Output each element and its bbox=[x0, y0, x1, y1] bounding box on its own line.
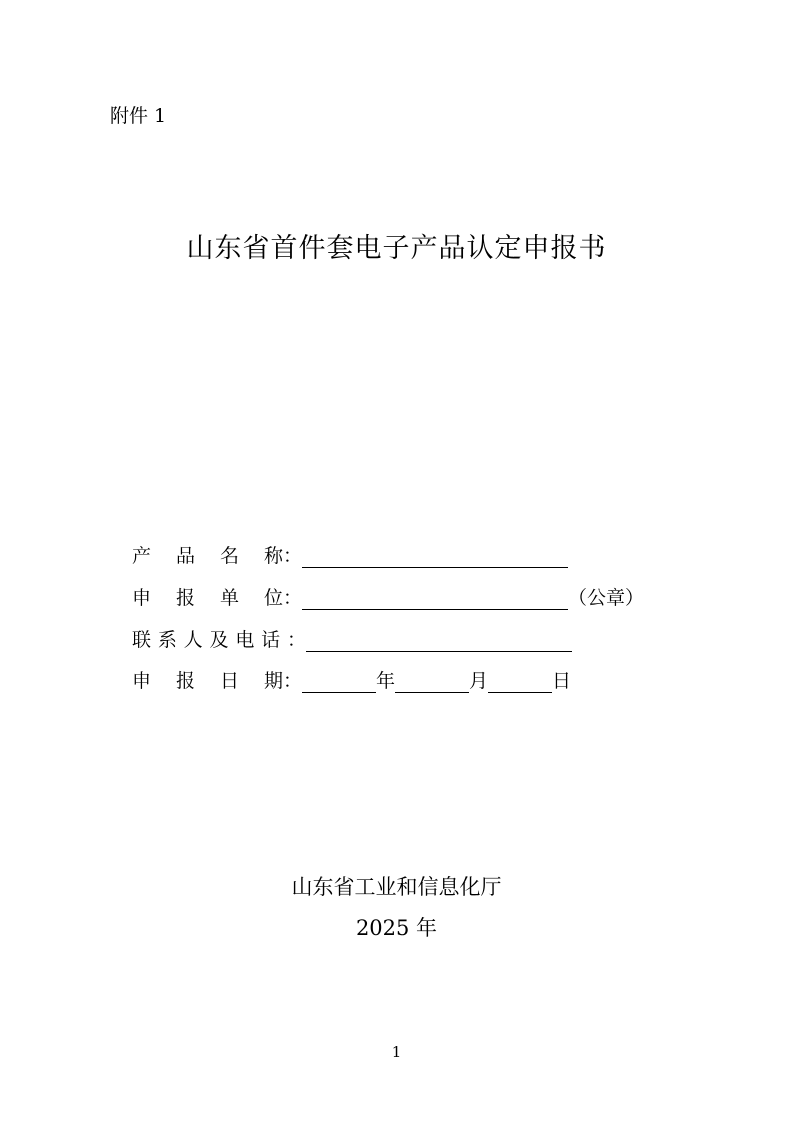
date-month-unit: 月 bbox=[469, 670, 489, 692]
page-title: 山东省首件套电子产品认定申报书 bbox=[186, 233, 607, 264]
page-number: 1 bbox=[391, 1043, 402, 1061]
contact-field[interactable] bbox=[306, 629, 572, 652]
form-row-applicant bbox=[132, 584, 644, 610]
applicant-field[interactable] bbox=[302, 587, 568, 610]
form-row-contact bbox=[132, 626, 572, 652]
date-year-field[interactable] bbox=[302, 670, 376, 693]
applicant-label: 申 报 单 位： bbox=[132, 587, 302, 609]
issuing-authority: 山东省工业和信息化厅 bbox=[291, 875, 502, 899]
attachment-label: 附件 1 bbox=[110, 105, 167, 127]
date-day-unit: 日 bbox=[552, 670, 572, 692]
date-month-field[interactable] bbox=[395, 670, 469, 693]
product-name-field[interactable] bbox=[302, 545, 568, 568]
product-name-label: 产 品 名 称： bbox=[132, 545, 302, 567]
date-label: 申 报 日 期： bbox=[132, 670, 302, 692]
form-row-product-name bbox=[132, 542, 568, 568]
official-seal-note: （公章） bbox=[568, 587, 645, 609]
date-day-field[interactable] bbox=[488, 670, 552, 693]
issue-year: 2025 年 bbox=[355, 916, 438, 940]
form-row-date bbox=[132, 667, 571, 693]
contact-label: 联 系 人 及 电 话 ： bbox=[132, 629, 306, 651]
date-year-unit: 年 bbox=[376, 670, 396, 692]
